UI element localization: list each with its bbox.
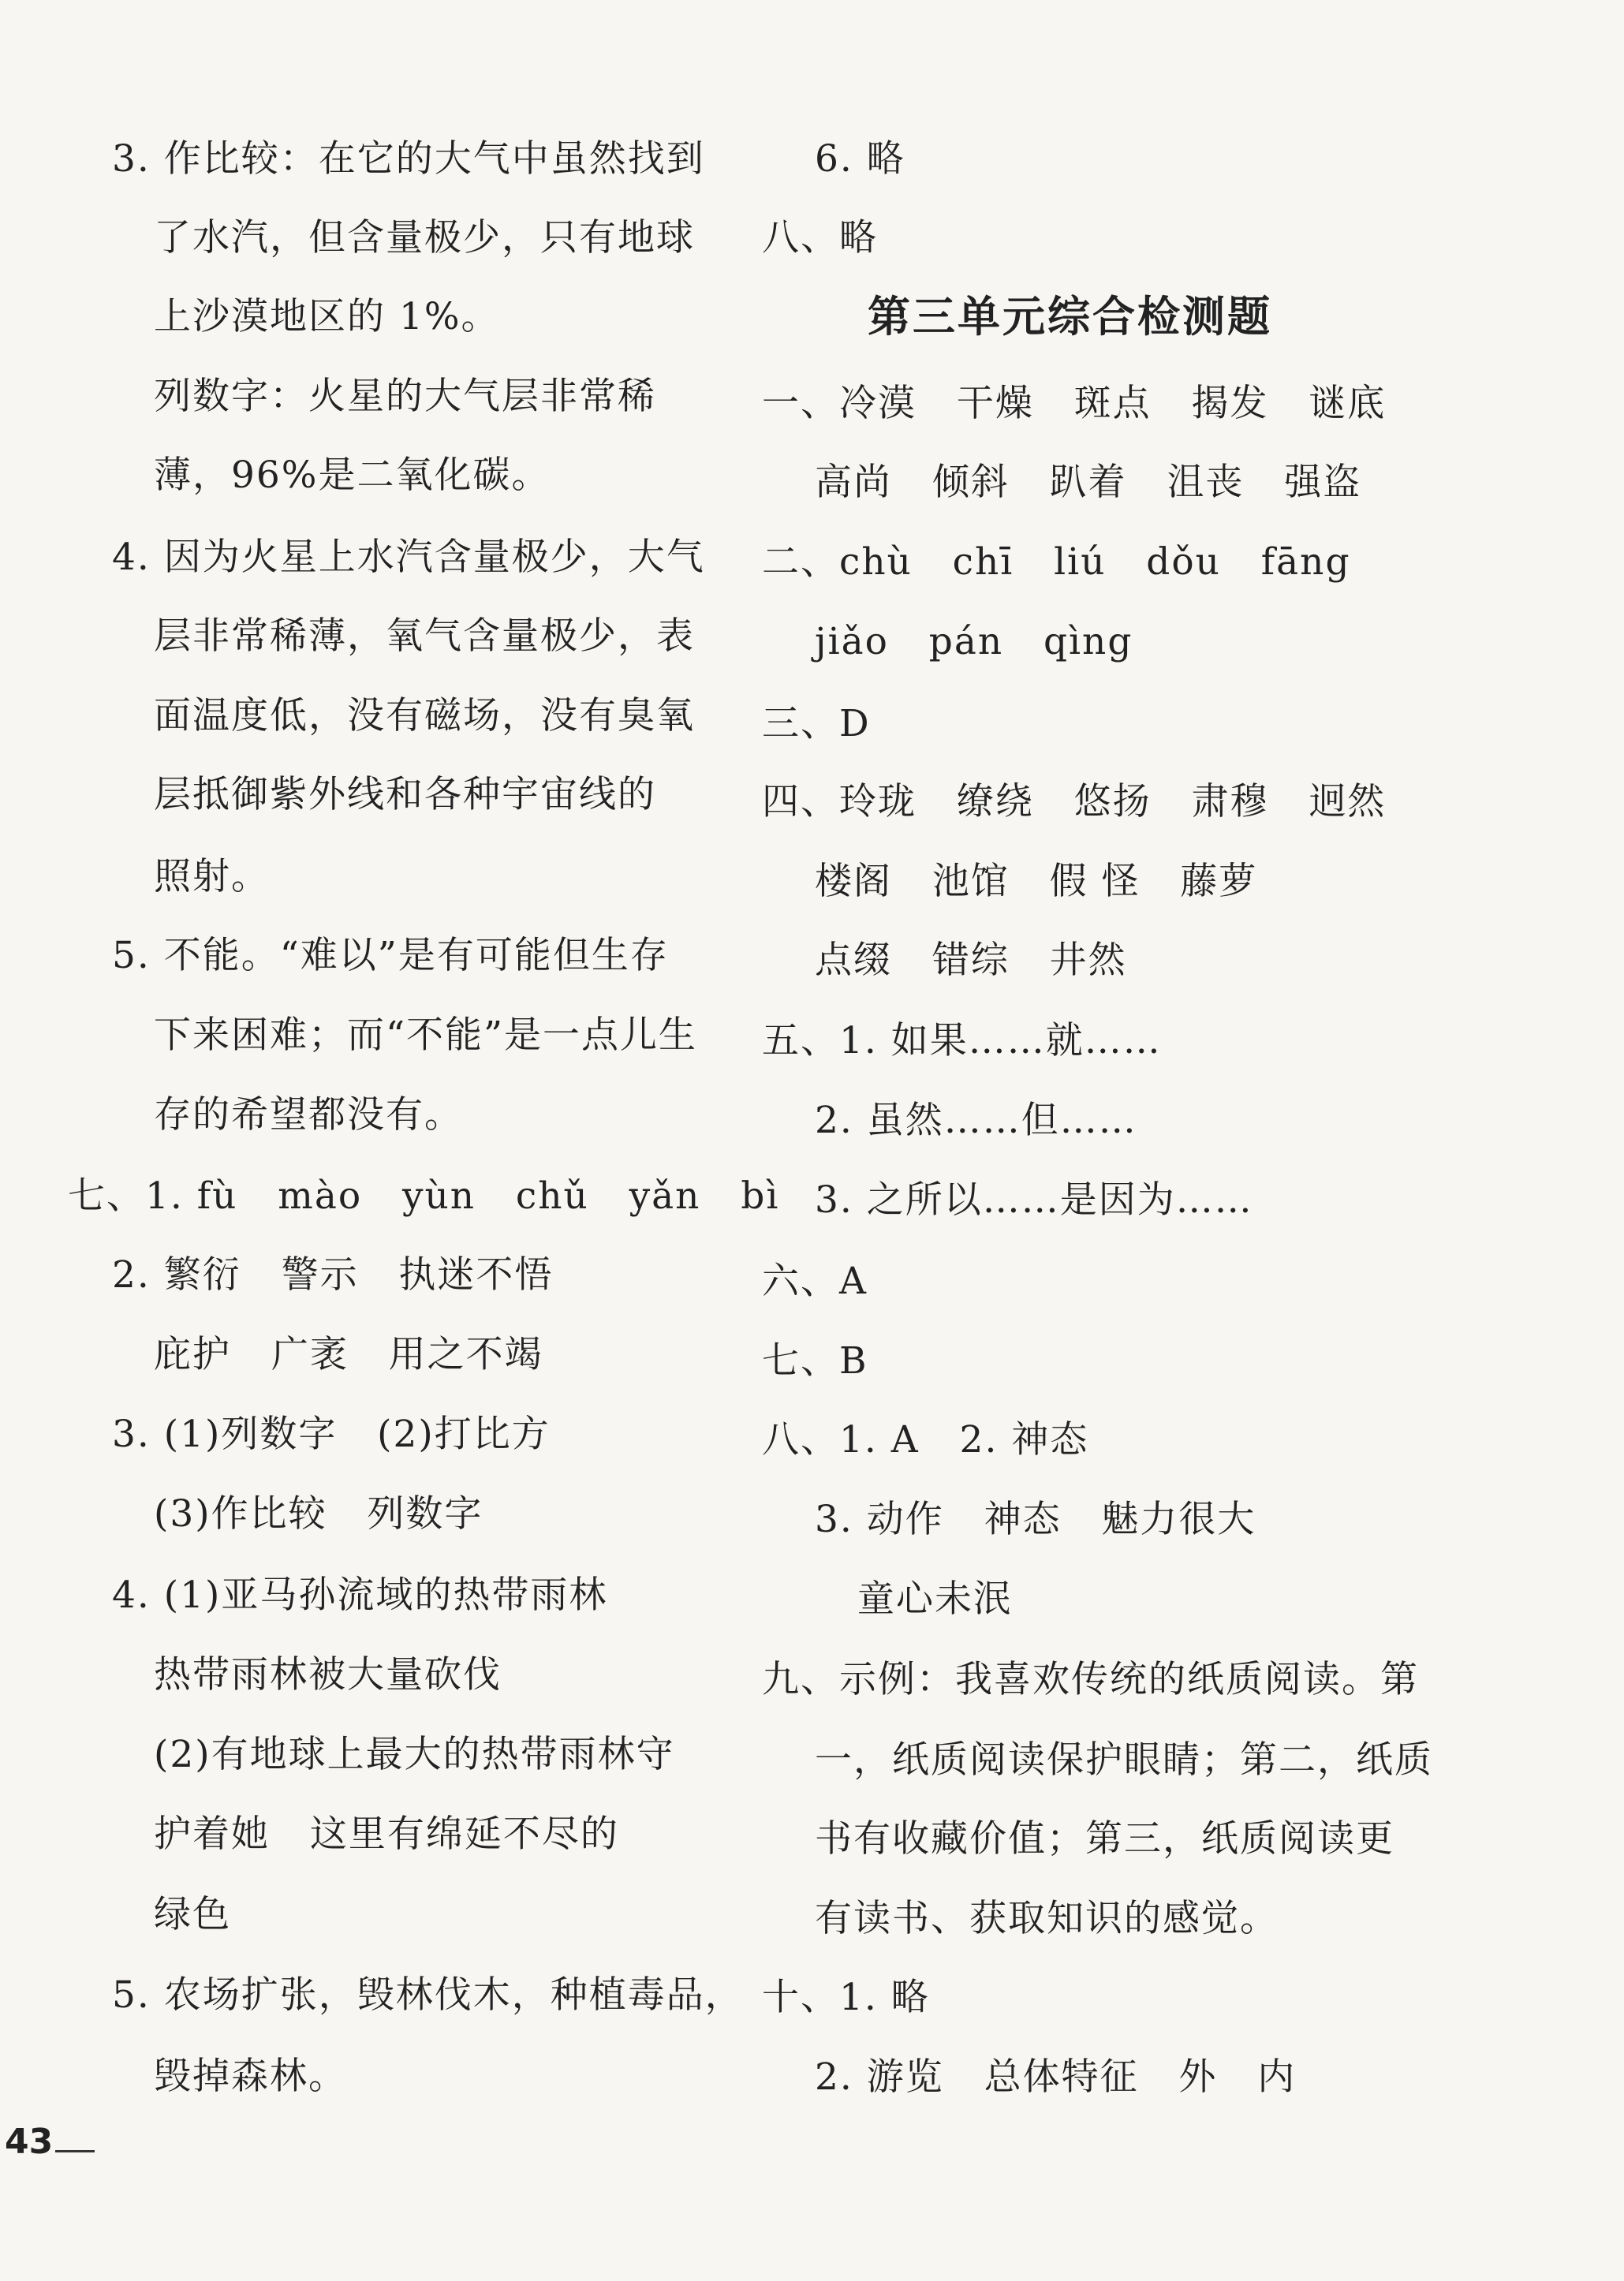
answer-line: 七、B <box>762 1339 868 1383</box>
answer-line: 层非常稀薄，氧气含量极少，表 <box>154 614 695 658</box>
section-title: 第三单元综合检测题 <box>868 292 1272 342</box>
answer-line: 3. (1)列数字 (2)打比方 <box>112 1413 551 1456</box>
answer-line: 十、1. 略 <box>762 1976 930 2019</box>
answer-line: 3. 作比较：在它的大气中虽然找到 <box>112 137 705 181</box>
answer-line: 一、冷漠 干燥 斑点 揭发 谜底 <box>762 382 1387 425</box>
answer-line: (3)作比较 列数字 <box>154 1492 483 1536</box>
answer-line: 列数字：火星的大气层非常稀 <box>154 375 656 418</box>
answer-line: 高尚 倾斜 趴着 沮丧 强盗 <box>815 461 1362 504</box>
answer-line: 5. 不能。“难以”是有可能但生存 <box>112 934 669 977</box>
answer-line: 二、chù chī liú dǒu fāng <box>762 540 1351 584</box>
answer-line: 热带雨林被大量砍伐 <box>154 1653 502 1697</box>
answer-line: 七、1. fù mào yùn chǔ yǎn bì <box>68 1174 780 1218</box>
answer-line: 护着她 这里有绵延不尽的 <box>154 1812 619 1856</box>
answer-line: 三、D <box>762 702 871 745</box>
answer-line: 四、玲珑 缭绕 悠扬 肃穆 迥然 <box>762 780 1387 823</box>
answer-line: 2. 游览 总体特征 外 内 <box>815 2055 1297 2099</box>
answer-line: 4. 因为火星上水汽含量极少，大气 <box>112 536 705 579</box>
answer-line: 庇护 广袤 用之不竭 <box>154 1333 543 1376</box>
answer-line: (2)有地球上最大的热带雨林守 <box>154 1733 675 1776</box>
page-number-dash <box>55 2150 95 2152</box>
answer-line: 2. 繁衍 警示 执迷不悟 <box>112 1253 554 1297</box>
answer-line: 5. 农场扩张，毁林伐木，种植毒品， <box>112 1973 744 2017</box>
answer-line: 4. (1)亚马孙流域的热带雨林 <box>112 1574 608 1617</box>
answer-line: 存的希望都没有。 <box>154 1093 463 1137</box>
answer-line: 书有收藏价值；第三，纸质阅读更 <box>815 1817 1394 1861</box>
answer-line: 面温度低，没有磁场，没有臭氧 <box>154 694 695 737</box>
answer-line: 了水汽，但含量极少，只有地球 <box>154 216 695 259</box>
answer-line: 八、1. A 2. 神态 <box>762 1418 1089 1462</box>
answer-line: 6. 略 <box>815 137 905 181</box>
answer-line: 一，纸质阅读保护眼睛；第二，纸质 <box>815 1738 1433 1782</box>
answer-line: 六、A <box>762 1260 868 1303</box>
answer-line: 薄，96%是二氧化碳。 <box>154 454 551 497</box>
answer-line: 童心未泯 <box>857 1577 1012 1621</box>
answer-line: 楼阁 池馆 假 怪 藤萝 <box>815 860 1258 903</box>
answer-line: 下来困难；而“不能”是一点儿生 <box>154 1014 698 1057</box>
answer-line: 八、略 <box>762 216 878 259</box>
answer-line: 点缀 错综 井然 <box>815 939 1127 982</box>
answer-line: 有读书、获取知识的感觉。 <box>815 1897 1279 1940</box>
answer-line: 上沙漠地区的 1%。 <box>154 295 500 338</box>
answer-line: 照射。 <box>154 855 270 898</box>
answer-line: 九、示例：我喜欢传统的纸质阅读。第 <box>762 1658 1419 1701</box>
answer-line: 3. 动作 神态 魅力很大 <box>815 1498 1256 1541</box>
answer-line: 绿色 <box>154 1893 231 1936</box>
answer-line: 毁掉森林。 <box>154 2055 347 2098</box>
answer-line: 3. 之所以……是因为…… <box>815 1178 1253 1222</box>
answer-line: 2. 虽然……但…… <box>815 1099 1137 1142</box>
answer-line: jiǎo pán qìng <box>815 620 1133 663</box>
answer-line: 层抵御紫外线和各种宇宙线的 <box>154 773 656 816</box>
answer-line: 五、1. 如果……就…… <box>762 1019 1162 1062</box>
page-number: 43 <box>5 2122 54 2162</box>
